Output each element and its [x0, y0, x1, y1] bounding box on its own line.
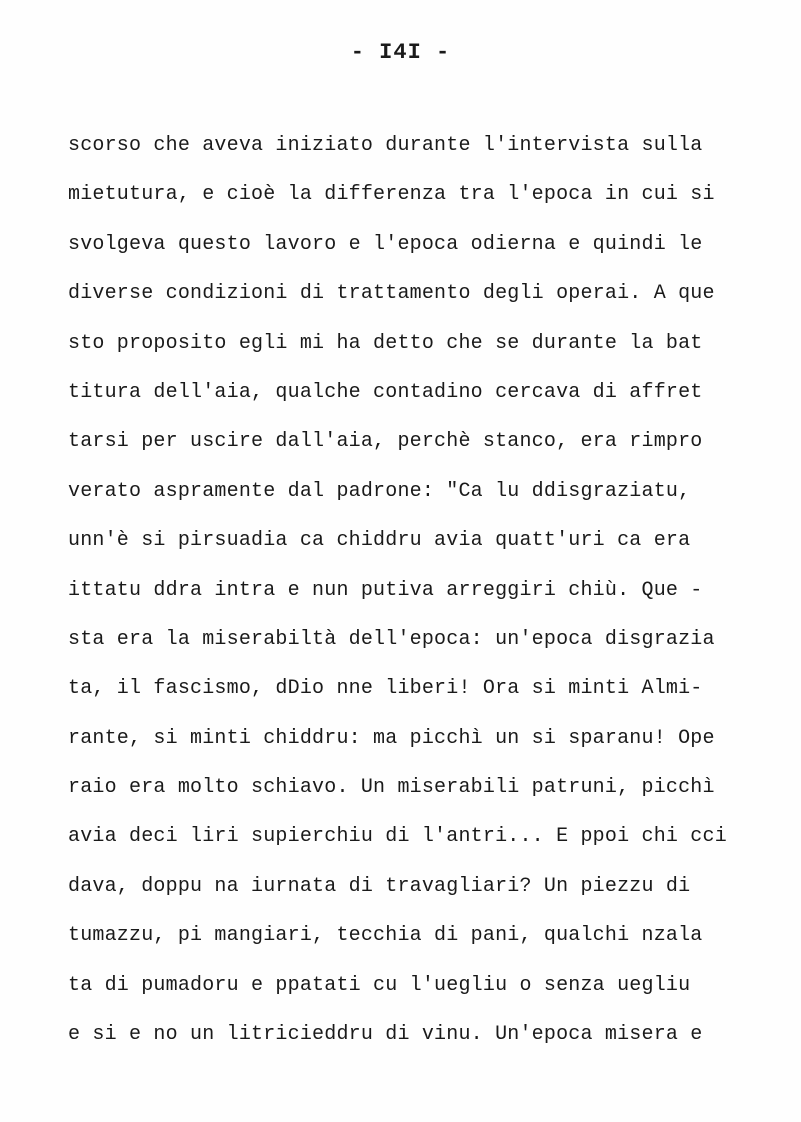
- text-line: titura dell'aia, qualche contadino cercava di affret: [68, 380, 703, 404]
- text-line: svolgeva questo lavoro e l'epoca odierna e quindi le: [68, 232, 703, 256]
- text-line: diverse condizioni di trattamento degli operai. A que: [68, 282, 715, 306]
- text-line: avia deci liri supierchiu di l'antri... E ppoi chi cci: [68, 825, 727, 849]
- text-line: dava, doppu na iurnata di travagliari? Un piezzu di: [68, 874, 691, 898]
- text-line: rante, si minti chiddru: ma picchì un si sparanu! Ope: [68, 726, 715, 750]
- text-line: mietutura, e cioè la differenza tra l'epoca in cui si: [68, 183, 715, 207]
- body-text: [68, 130, 768, 1068]
- text-line: sto proposito egli mi ha detto che se durante la bat: [68, 331, 703, 355]
- text-line: ta, il fascismo, dDio nne liberi! Ora si minti Almi-: [68, 677, 703, 701]
- text-line: sta era la miserabiltà dell'epoca: un'epoca disgrazia: [68, 627, 715, 651]
- text-line: scorso che aveva iniziato durante l'intervista sulla: [68, 134, 703, 157]
- text-line: ta di pumadoru e ppatati cu l'uegliu o senza uegliu: [68, 973, 691, 997]
- text-line: tumazzu, pi mangiari, tecchia di pani, qualchi nzala: [68, 924, 703, 948]
- text-line: tarsi per uscire dall'aia, perchè stanco, era rimpro: [68, 430, 703, 454]
- page-number: - I4I -: [350, 40, 451, 65]
- text-line: raio era molto schiavo. Un miserabili patruni, picchì: [68, 776, 715, 800]
- text-line: e si e no un litricieddru di vinu. Un'epoca misera e: [68, 1023, 703, 1047]
- text-line: unn'è si pirsuadia ca chiddru avia quatt'uri ca era: [68, 529, 691, 553]
- text-line: verato aspramente dal padrone: "Ca lu ddisgraziatu,: [68, 479, 691, 503]
- text-line: ittatu ddra intra e nun putiva arreggiri chiù. Que -: [68, 578, 703, 602]
